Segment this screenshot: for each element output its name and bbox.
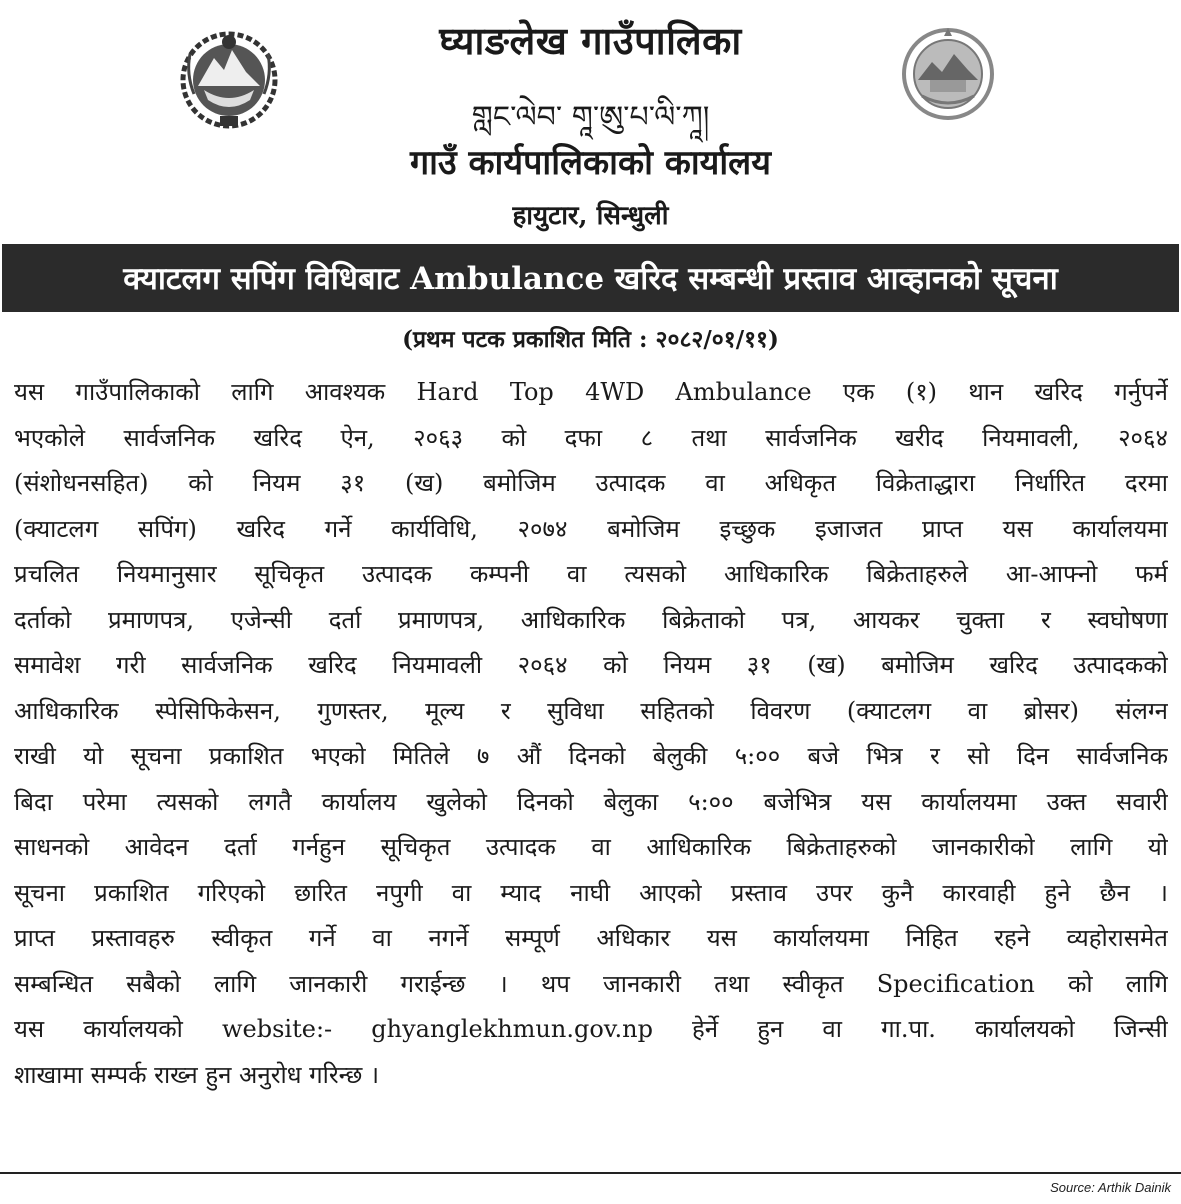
body-line: समावेश गरी सार्वजनिक खरिद नियमावली २०६४ को नियम ३१ (ख) बमोजिम खरिद उत्पादकको [14, 651, 1168, 679]
body-line: यस गाउँपालिकाको लागि आवश्यक Hard Top 4WD Ambulance एक (१) थान खरिद गर्नुपर्ने [14, 378, 1168, 406]
office-location: हायुटार, सिन्धुली [512, 201, 669, 231]
body-line: शाखामा सम्पर्क राख्न हुन अनुरोध गरिन्छ । [14, 1060, 380, 1089]
source-credit: Source: Arthik Dainik [1050, 1180, 1171, 1195]
municipality-name: घ्याङलेख गाउँपालिका [439, 18, 742, 63]
body-line: सूचना प्रकाशित गरिएको छारित नपुगी वा म्याद नाघी आएको प्रस्ताव उपर कुनै कारवाही हुने छैन । [14, 878, 1168, 907]
municipality-name-tibetan: གླང་ལེབ་ གཱ་ཨུ་པ་ལི་ཀཱ། [471, 100, 710, 135]
body-line: (संशोधनसहित) को नियम ३१ (ख) बमोजिम उत्पादक वा अधिकृत विक्रेताद्धारा निर्धारित दरमा [14, 469, 1168, 497]
body-line: यस कार्यालयको website:- ghyanglekhmun.gov.np हेर्ने हुन वा गा.पा. कार्यालयको जिन्सी [14, 1015, 1168, 1043]
notice-headline: क्याटलग सपिंग विधिबाट Ambulance खरिद सम्बन्धी प्रस्ताव आव्हानको सूचना [2, 244, 1179, 312]
body-line: दर्ताको प्रमाणपत्र, एजेन्सी दर्ता प्रमाणपत्र, आधिकारिक बिक्रेताको पत्र, आयकर चुक्ता र स्वघोषणा [14, 605, 1168, 634]
body-line: सम्बन्धित सबैको लागि जानकारी गराईन्छ । थप जानकारी तथा स्वीकृत Specification को लागि [14, 969, 1168, 998]
body-line: आधिकारिक स्पेसिफिकेसन, गुणस्तर, मूल्य र सुविधा सहितको विवरण (क्याटलग वा ब्रोसर) संलग्न [14, 696, 1168, 725]
body-line: बिदा परेमा त्यसको लगतै कार्यालय खुलेको दिनको बेलुका ५:०० बजेभित्र यस कार्यालयमा उक्त सवारी [14, 787, 1168, 816]
body-line: प्रचलित नियमानुसार सूचिकृत उत्पादक कम्पनी वा त्यसको आधिकारिक बिक्रेताहरुले आ-आफ्नो फर्म [14, 560, 1168, 588]
body-line: भएकोले सार्वजनिक खरिद ऐन, २०६३ को दफा ८ तथा सार्वजनिक खरीद नियमावली, २०६४ [14, 423, 1168, 452]
body-line: राखी यो सूचना प्रकाशित भएको मितिले ७ औं दिनको बेलुकी ५:०० बजे भित्र र सो दिन सार्वजनिक [14, 742, 1168, 770]
publication-date: (प्रथम पटक प्रकाशित मिति : २०८२/०१/११) [402, 326, 779, 353]
municipality-logo-icon [900, 26, 996, 122]
body-line: साधनको आवेदन दर्ता गर्नहुन सूचिकृत उत्पादक वा आधिकारिक बिक्रेताहरुको जानकारीको लागि यो [14, 833, 1168, 861]
office-name: गाउँ कार्यपालिकाको कार्यालय [410, 143, 771, 183]
body-line: प्राप्त प्रस्तावहरु स्वीकृत गर्ने वा नगर्ने सम्पूर्ण अधिकार यस कार्यालयमा निहित रहने व्यहोरासमेत [14, 924, 1168, 952]
notice-body [14, 370, 1168, 1098]
body-line: (क्याटलग सपिंग) खरिद गर्ने कार्यविधि, २०७४ बमोजिम इच्छुक इजाजत प्राप्त यस कार्यालयमा [14, 514, 1168, 543]
notice-header [0, 0, 1181, 244]
